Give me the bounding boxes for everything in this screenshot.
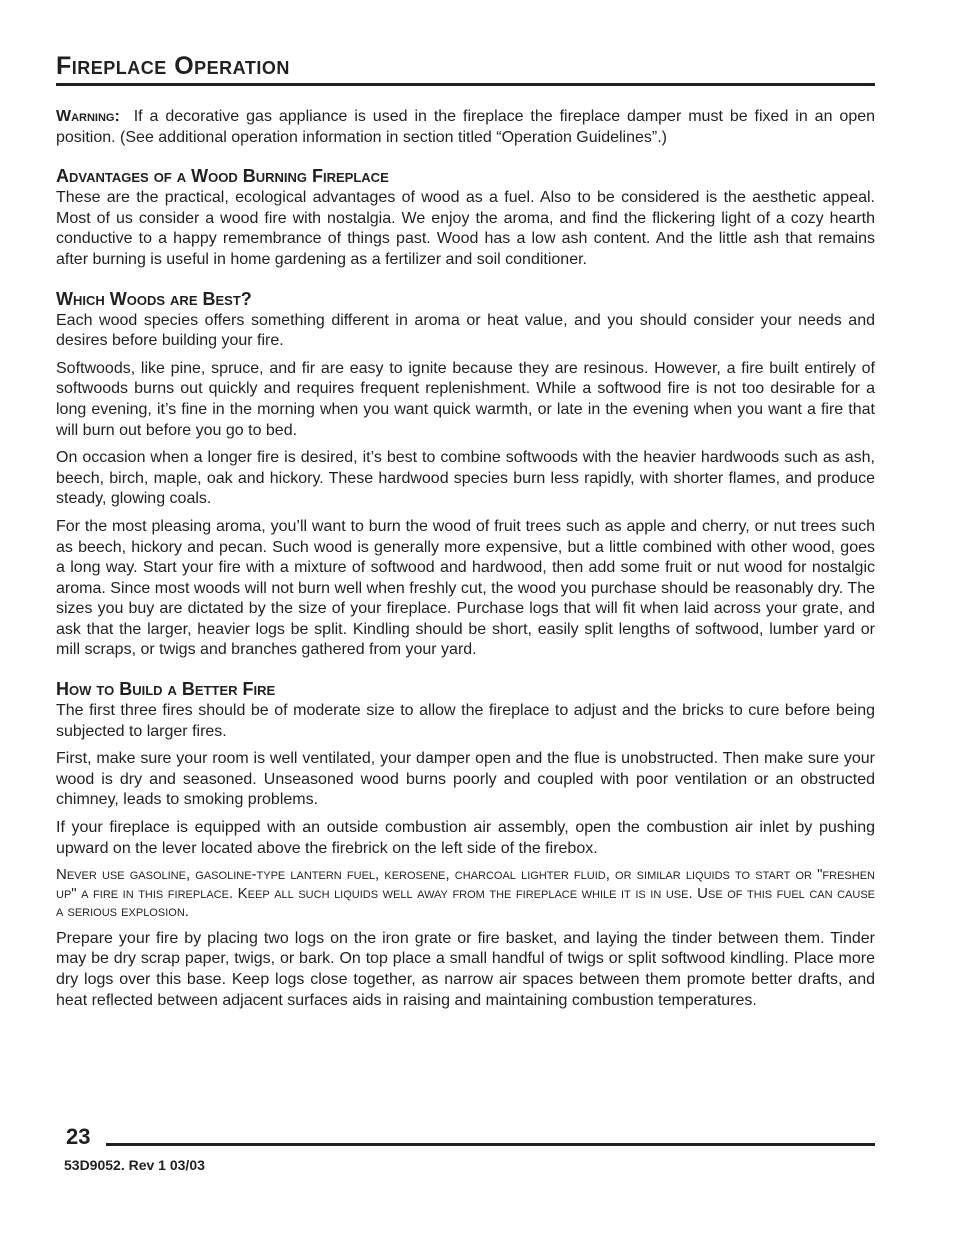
paragraph: The first three fires should be of moderate size to allow the fireplace to adjust and the bricks to cure before being subjected to larger fires. <box>56 702 875 740</box>
footer-divider <box>106 1143 875 1146</box>
paragraph: For the most pleasing aroma, you’ll want to burn the wood of fruit trees such as apple and cherry, or nut trees such as beech, hickory and pecan. Such wood is generally more expensive, but a little combined with other wood, goes a long way. Start your fire with a mixture of softwood and hardwood, then add some fruit or nut wood for nostalgic aroma. Since most woods will not burn well when freshly cut, the wood you purchase should be reasonably dry. The sizes you buy are dictated by the size of your fireplace. Purchase logs that will fit when laid across your grate, and ask that the larger, heavier logs be split. Kindling should be short, easily split lengths of softwood, lumber yard or mill scraps, or twigs and branches gathered from your yard. <box>56 517 875 659</box>
section-heading-which-woods: Which Woods are Best? <box>56 288 252 309</box>
page-title: Fireplace Operation <box>56 50 875 86</box>
page-content <box>56 107 875 1018</box>
paragraph: On occasion when a longer fire is desired, it’s best to combine softwoods with the heavier hardwoods such as ash, beech, birch, maple, oak and hickory. These hardwood species burn less rapidly, with shorter flames, and produce steady, glowing coals. <box>56 449 875 508</box>
paragraph: Softwoods, like pine, spruce, and fir are easy to ignite because they are resinous. However, a fire built entirely of softwoods burns out quickly and requires frequent replenishment. While a softwood fire is not too desirable for a long evening, it’s fine in the morning when you want quick warmth, or late in the evening when you want a fire that will burn out before you go to bed. <box>56 359 875 439</box>
paragraph: These are the practical, ecological advantages of wood as a fuel. Also to be considered is the aesthetic appeal. Most of us consider a wood fire with nostalgia. We enjoy the aroma, and find the flickering light of a cozy hearth conductive to a happy remembrance of things past. Wood has a low ash content. And the little ash that remains after burning is useful in home gardening as a fertilizer and soil conditioner. <box>56 189 875 268</box>
section-heading-advantages: Advantages of a Wood Burning Fireplace <box>56 166 389 187</box>
document-code: 53D9052. Rev 1 03/03 <box>64 1157 205 1173</box>
page-number: 23 <box>66 1124 91 1149</box>
warning-label: Warning: <box>56 108 120 125</box>
paragraph: Prepare your fire by placing two logs on the iron grate or fire basket, and laying the tinder between them. Tinder may be dry scrap paper, twigs, or bark. On top place a small handful of twigs or split softwood kindling. Place more dry logs over this base. Keep logs close together, as narrow air spaces between them promote better drafts, and heat reflected between adjacent surfaces aids in raising and maintaining combustion temperatures. <box>56 929 875 1009</box>
warning-paragraph <box>56 107 875 148</box>
paragraph: Each wood species offers something different in aroma or heat value, and you should consider your needs and desires before building your fire. <box>56 311 875 350</box>
section-heading-build-fire: How to Build a Better Fire <box>56 679 276 700</box>
caution-paragraph: Never use gasoline, gasoline-type lantern fuel, kerosene, charcoal lighter fluid, or similar liquids to start or "freshen up" a fire in this fireplace. Keep all such liquids well away from the fireplace while it is in use. Use of this fuel can cause a serious explosion. <box>56 866 875 921</box>
paragraph: First, make sure your room is well ventilated, your damper open and the flue is unobstructed. Then make sure your wood is dry and seasoned. Unseasoned wood burns poorly and coupled with poor ventilation or an obstructed chimney, leads to smoking problems. <box>56 750 875 809</box>
paragraph: If your fireplace is equipped with an outside combustion air assembly, open the combustion air inlet by pushing upward on the lever located above the firebrick on the left side of the firebox. <box>56 819 875 857</box>
warning-text: If a decorative gas appliance is used in the fireplace the fireplace damper must be fixed in an open position. (See additional operation information in section titled “Operation Guidelines”.) <box>56 108 876 146</box>
